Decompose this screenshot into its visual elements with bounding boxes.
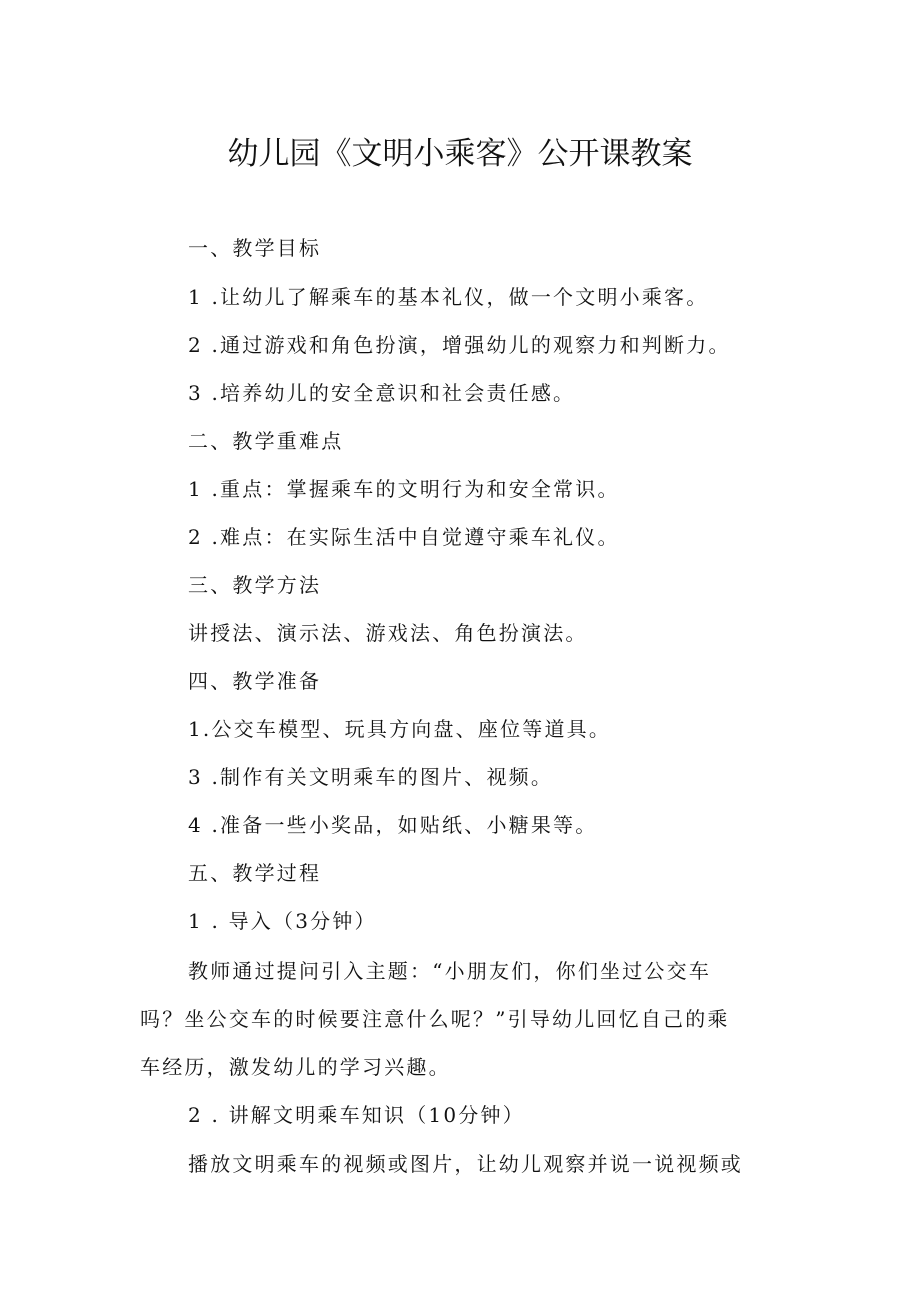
preparation-item-4: 4 .准备一些小奖品，如贴纸、小糖果等。 bbox=[188, 813, 598, 837]
section-heading-methods: 三、教学方法 bbox=[188, 573, 322, 597]
preparation-item-3: 3 .制作有关文明乘车的图片、视频。 bbox=[188, 765, 554, 789]
objective-item-2: 2 .通过游戏和角色扮演，增强幼儿的观察力和判断力。 bbox=[188, 333, 731, 357]
paragraph-line: 吗？坐公交车的时候要注意什么呢？”引导幼儿回忆自己的乘 bbox=[140, 1007, 730, 1031]
methods-text: 讲授法、演示法、游戏法、角色扮演法。 bbox=[188, 621, 588, 645]
key-point-item-1: 1 .重点：掌握乘车的文明行为和安全常识。 bbox=[188, 477, 620, 501]
preparation-item-1: 1.公交车模型、玩具方向盘、座位等道具。 bbox=[188, 717, 612, 741]
section-heading-preparation: 四、教学准备 bbox=[188, 669, 322, 693]
objective-item-1: 1 .让幼儿了解乘车的基本礼仪，做一个文明小乘客。 bbox=[188, 285, 709, 309]
objective-item-3: 3 .培养幼儿的安全意识和社会责任感。 bbox=[188, 381, 576, 405]
document-title: 幼儿园《文明小乘客》公开课教案 bbox=[227, 136, 693, 172]
paragraph-line: 教师通过提问引入主题：“小朋友们，你们坐过公交车 bbox=[188, 959, 712, 983]
key-point-item-2: 2 .难点：在实际生活中自觉遵守乘车礼仪。 bbox=[188, 525, 620, 549]
section-heading-process: 五、教学过程 bbox=[188, 861, 322, 885]
section-heading-key-points: 二、教学重难点 bbox=[188, 429, 344, 453]
paragraph-line: 播放文明乘车的视频或图片，让幼儿观察并说一说视频或 bbox=[188, 1152, 743, 1176]
section-heading-objectives: 一、教学目标 bbox=[188, 236, 322, 260]
process-step-2-heading: 2 . 讲解文明乘车知识（10分钟） bbox=[188, 1103, 525, 1127]
paragraph-line: 车经历，激发幼儿的学习兴趣。 bbox=[140, 1055, 451, 1079]
process-step-1-heading: 1 . 导入（3分钟） bbox=[188, 909, 377, 933]
